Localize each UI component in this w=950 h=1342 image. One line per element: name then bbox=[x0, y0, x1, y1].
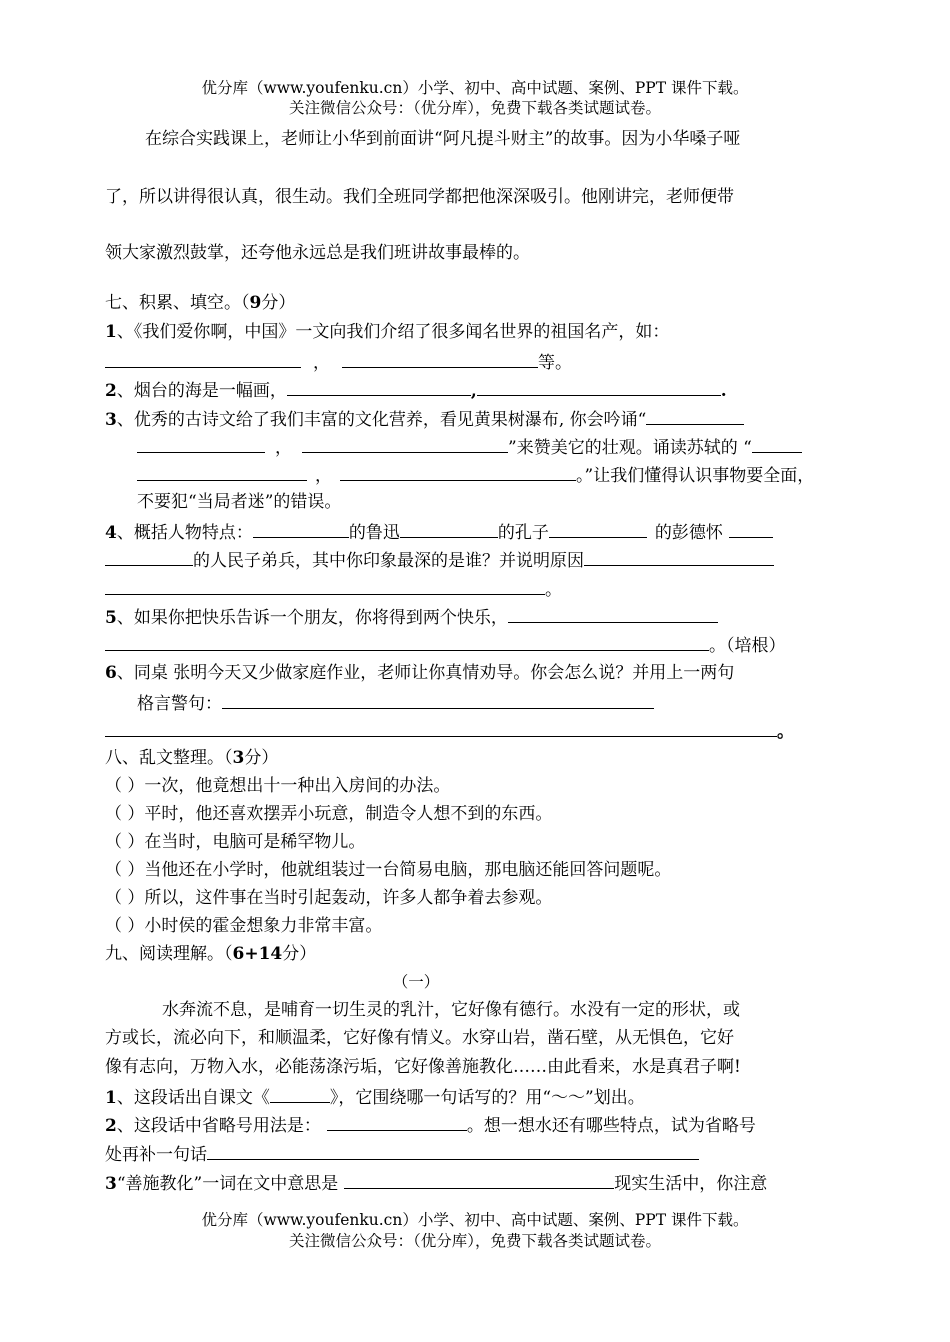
s9-q2: 2、这段话中省略号用法是： 。想一想水还有哪些特点，试为省略号 bbox=[105, 1113, 756, 1137]
s7-q1: 1、《我们爱你啊，中国》一文向我们介绍了很多闻名世界的祖国名产，如： bbox=[105, 322, 670, 342]
footer-line-1: 优分库（www.youfenku.cn）小学、初中、高中试题、案例、PPT 课件下载。 bbox=[201, 1211, 749, 1229]
blank[interactable] bbox=[584, 548, 774, 566]
blank[interactable] bbox=[344, 1171, 614, 1189]
blank[interactable] bbox=[400, 520, 498, 538]
blank[interactable] bbox=[729, 520, 773, 538]
list-item: （ ）当他还在小学时，他就组装过一台简易电脑，那电脑还能回答问题呢。 bbox=[105, 860, 672, 880]
s7-q2: 2、烟台的海是一幅画， , . bbox=[105, 378, 727, 402]
blank[interactable] bbox=[222, 691, 654, 709]
intro-line-3: 领大家激烈鼓掌，还夸他永远总是我们班讲故事最棒的。 bbox=[105, 243, 530, 263]
s7-q3-line2: ， ”来赞美它的壮观。诵读苏轼的 “ bbox=[137, 435, 802, 459]
blank[interactable] bbox=[327, 1113, 467, 1131]
s7-q1-blanks: ， 等。 bbox=[105, 350, 572, 374]
blank[interactable] bbox=[253, 520, 349, 538]
passage-line-2: 方或长，流必向下，和顺温柔，它好像有情义。水穿山岩，凿石壁，从无惧色，它好 bbox=[105, 1028, 734, 1048]
section9-title: 九、阅读理解。（6+14分） bbox=[105, 944, 317, 964]
s7-q6-line3: 。 bbox=[105, 719, 794, 743]
section7-title: 七、积累、填空。（9分） bbox=[105, 293, 296, 313]
blank[interactable] bbox=[105, 548, 193, 566]
blank[interactable] bbox=[646, 407, 744, 425]
s7-q6: 6、同桌 张明今天又少做家庭作业，老师让你真情劝导。你会怎么说？并用上一两句 bbox=[105, 663, 735, 683]
blank[interactable] bbox=[105, 719, 777, 737]
blank[interactable] bbox=[508, 605, 718, 623]
list-item: （ ）平时，他还喜欢摆弄小玩意，制造令人想不到的东西。 bbox=[105, 804, 553, 824]
s7-q3-line4: 不要犯“当局者迷”的错误。 bbox=[137, 492, 342, 512]
s7-q3: 3、优秀的古诗文给了我们丰富的文化营养，看见黄果树瀑布, 你会吟诵“ bbox=[105, 407, 744, 431]
blank[interactable] bbox=[302, 435, 508, 453]
list-item: （ ）在当时，电脑可是稀罕物儿。 bbox=[105, 832, 366, 852]
passage-line-3: 像有志向，万物入水，必能荡涤污垢，它好像善施教化……由此看来，水是真君子啊! bbox=[105, 1057, 741, 1077]
part-label: （一） bbox=[392, 973, 440, 991]
intro-line-1: 在综合实践课上，老师让小华到前面讲“阿凡提斗财主”的故事。因为小华嗓子哑 bbox=[145, 129, 741, 149]
blank[interactable] bbox=[287, 378, 471, 396]
s9-q1: 1、这段话出自课文《 》，它围绕哪一句话写的？用“～～”划出。 bbox=[105, 1085, 645, 1109]
blank[interactable] bbox=[105, 350, 301, 368]
blank[interactable] bbox=[137, 435, 265, 453]
list-item: （ ）所以，这件事在当时引起轰动，许多人都争着去参观。 bbox=[105, 888, 553, 908]
blank[interactable] bbox=[105, 577, 545, 595]
list-item: （ ）小时侯的霍金想象力非常丰富。 bbox=[105, 916, 383, 936]
s7-q3-line3: ， 。”让我们懂得认识事物要全面， bbox=[137, 463, 814, 487]
blank[interactable] bbox=[207, 1142, 699, 1160]
s7-q5: 5、如果你把快乐告诉一个朋友，你将得到两个快乐， bbox=[105, 605, 718, 629]
blank[interactable] bbox=[342, 350, 538, 368]
s7-q4-line2: 的人民子弟兵，其中你印象最深的是谁？并说明原因 bbox=[105, 548, 774, 572]
s9-q3: 3“善施教化”一词在文中意思是 现实生活中，你注意 bbox=[105, 1171, 767, 1195]
blank[interactable] bbox=[105, 633, 709, 651]
s7-q4: 4、概括人物特点： 的鲁迅 的孔子 的彭德怀 bbox=[105, 520, 773, 544]
blank[interactable] bbox=[270, 1085, 330, 1103]
header-line-1: 优分库（www.youfenku.cn）小学、初中、高中试题、案例、PPT 课件下载。 bbox=[201, 79, 749, 97]
s9-q2-line2: 处再补一句话 bbox=[105, 1142, 699, 1166]
s7-q4-line3: 。 bbox=[105, 577, 562, 601]
s7-q6-line2: 格言警句： bbox=[137, 691, 654, 715]
footer-line-2: 关注微信公众号：（优分库），免费下载各类试题试卷。 bbox=[288, 1232, 661, 1250]
intro-line-2: 了，所以讲得很认真，很生动。我们全班同学都把他深深吸引。他刚讲完，老师便带 bbox=[105, 187, 734, 207]
list-item: （ ）一次，他竟想出十一种出入房间的办法。 bbox=[105, 776, 451, 796]
passage-line-1: 水奔流不息，是哺育一切生灵的乳汁，它好像有德行。水没有一定的形状，或 bbox=[162, 1000, 740, 1020]
blank[interactable] bbox=[752, 435, 802, 453]
section8-title: 八、乱文整理。（3分） bbox=[105, 748, 279, 768]
blank[interactable] bbox=[137, 463, 307, 481]
header-line-2: 关注微信公众号：（优分库），免费下载各类试题试卷。 bbox=[288, 99, 661, 117]
blank[interactable] bbox=[477, 378, 721, 396]
blank[interactable] bbox=[549, 520, 647, 538]
s7-q5-line2: 。（培根） bbox=[105, 633, 786, 657]
blank[interactable] bbox=[340, 463, 576, 481]
